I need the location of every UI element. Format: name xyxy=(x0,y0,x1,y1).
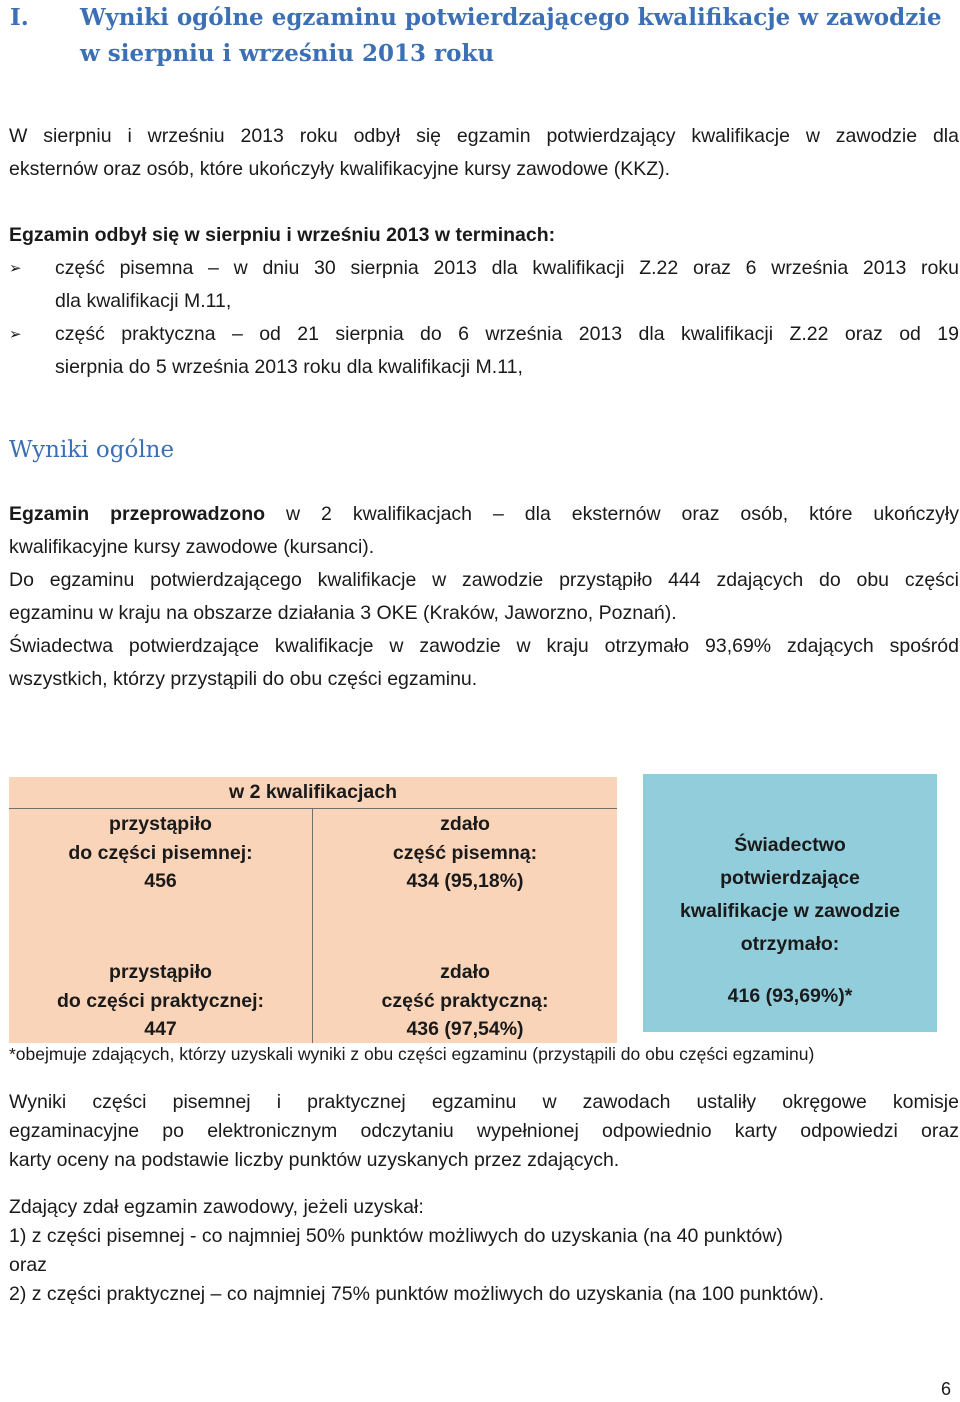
practical-passed-label-2: część praktyczną: xyxy=(381,989,549,1012)
general-p2-line-1 xyxy=(9,564,959,597)
section-number: I. xyxy=(10,4,29,31)
practical-took-label-1: przystąpiło xyxy=(109,961,212,983)
practical-took-cell xyxy=(9,958,312,1044)
intro-line-1: W sierpniu i wrześniu 2013 roku odbył się egzamin potwierdzający kwalifikacje w zawodzie dla xyxy=(9,125,959,147)
bullet-practical-line-1: część praktyczna – od 21 sierpnia do 6 września 2013 dla kwalifikacji Z.22 oraz od 19 xyxy=(55,323,959,345)
bullet-written-line-2: dla kwalifikacji M.11, xyxy=(55,290,232,312)
practical-passed-value: 436 (97,54%) xyxy=(406,1018,524,1040)
intro-paragraph-end xyxy=(9,153,959,186)
arrow-bullet-icon: ➢ xyxy=(9,260,22,277)
bullet-practical-line-2: sierpnia do 5 września 2013 roku dla kwalifikacji M.11, xyxy=(55,356,523,378)
intro-paragraph xyxy=(9,120,959,153)
schedule-title: Egzamin odbył się w sierpniu i wrześniu 2013 w terminach: xyxy=(9,224,556,246)
written-took-cell xyxy=(9,810,312,896)
results-line-1: Wyniki części pisemnej i praktycznej egzaminu w zawodach ustaliły okręgowe komisje xyxy=(9,1091,959,1113)
practical-took-label-2: do części praktycznej: xyxy=(57,989,264,1012)
results-line-1-wrap xyxy=(9,1088,959,1117)
written-passed-label-1: zdało xyxy=(440,813,490,835)
general-p1-line-1 xyxy=(9,498,959,531)
practical-passed-label-1: zdało xyxy=(440,961,490,983)
written-took-label-2: do części pisemnej: xyxy=(68,841,253,864)
page-number: 6 xyxy=(940,1379,951,1399)
intro-line-2: eksternów oraz osób, które ukończyły kwalifikacyjne kursy zawodowe (KKZ). xyxy=(9,158,671,180)
written-took-value: 456 xyxy=(144,870,177,892)
results-line-2: egzaminacyjne po elektronicznym odczytaniu wypełnionej odpowiednio karty odpowiedzi oraz xyxy=(9,1120,959,1142)
pass-rule-2: 2) z części praktycznej – co najmniej 75% punktów możliwych do uzyskania (na 100 punktów). xyxy=(9,1283,825,1305)
certificate-label-4: otrzymało: xyxy=(740,933,840,955)
pass-rule-1: 1) z części pisemnej - co najmniej 50% punktów możliwych do uzyskania (na 40 punktów) xyxy=(9,1225,783,1247)
written-passed-value: 434 (95,18%) xyxy=(406,870,524,892)
results-line-2-wrap xyxy=(9,1117,959,1146)
written-passed-label-2: część pisemną: xyxy=(392,841,538,864)
certificate-label-3: kwalifikacje w zawodzie xyxy=(679,900,900,922)
general-p3-text-1: Świadectwa potwierdzające kwalifikacje w zawodzie w kraju otrzymało 93,69% zdających spośród xyxy=(9,635,959,657)
practical-passed-cell xyxy=(313,958,617,1044)
general-results-heading: Wyniki ogólne xyxy=(9,437,175,463)
written-passed-cell xyxy=(313,810,617,896)
pass-rules-intro: Zdający zdał egzamin zawodowy, jeżeli uzyskał: xyxy=(9,1196,424,1218)
footnote: *obejmuje zdających, którzy uzyskali wyniki z obu części egzaminu (przystąpili do obu części egzaminu) xyxy=(9,1044,815,1064)
schedule-bullet-practical xyxy=(9,318,959,384)
summary-header: w 2 kwalifikacjach xyxy=(228,781,397,803)
section-title-line-2: w sierpniu i wrześniu 2013 roku xyxy=(80,40,495,67)
general-p1-rest: w 2 kwalifikacjach – dla eksternów oraz osób, które ukończyły xyxy=(286,503,959,525)
general-p3-line-1 xyxy=(9,630,959,663)
certificate-label-1: Świadectwo xyxy=(734,834,846,856)
section-title-line-1: Wyniki ogólne egzaminu potwierdzającego kwalifikacje w zawodzie xyxy=(80,4,942,31)
arrow-bullet-icon: ➢ xyxy=(9,326,22,343)
general-p2-line-2: egzaminu w kraju na obszarze działania 3 OKE (Kraków, Jaworzno, Poznań). xyxy=(9,602,677,624)
general-p1-bold: Egzamin przeprowadzono xyxy=(9,503,266,525)
general-p3-line-2: wszystkich, którzy przystąpili do obu części egzaminu. xyxy=(9,668,478,690)
general-p2-text-1: Do egzaminu potwierdzającego kwalifikacje w zawodzie przystąpiło 444 zdających do obu części xyxy=(9,569,959,591)
pass-rules-joiner: oraz xyxy=(9,1254,47,1276)
written-took-label-1: przystąpiło xyxy=(109,813,212,835)
schedule-bullet-written xyxy=(9,252,959,318)
general-p1-line-2: kwalifikacyjne kursy zawodowe (kursanci). xyxy=(9,536,375,558)
certificate-value: 416 (93,69%)* xyxy=(727,985,853,1007)
bullet-written-line-1: część pisemna – w dniu 30 sierpnia 2013 dla kwalifikacji Z.22 oraz 6 września 2013 roku xyxy=(55,257,959,279)
certificate-label-2: potwierdzające xyxy=(720,867,860,889)
certificate-label xyxy=(643,829,937,961)
summary-divider-horizontal xyxy=(9,808,617,809)
practical-took-value: 447 xyxy=(144,1018,177,1040)
results-line-3: karty oceny na podstawie liczby punktów uzyskanych przez zdających. xyxy=(9,1149,620,1171)
